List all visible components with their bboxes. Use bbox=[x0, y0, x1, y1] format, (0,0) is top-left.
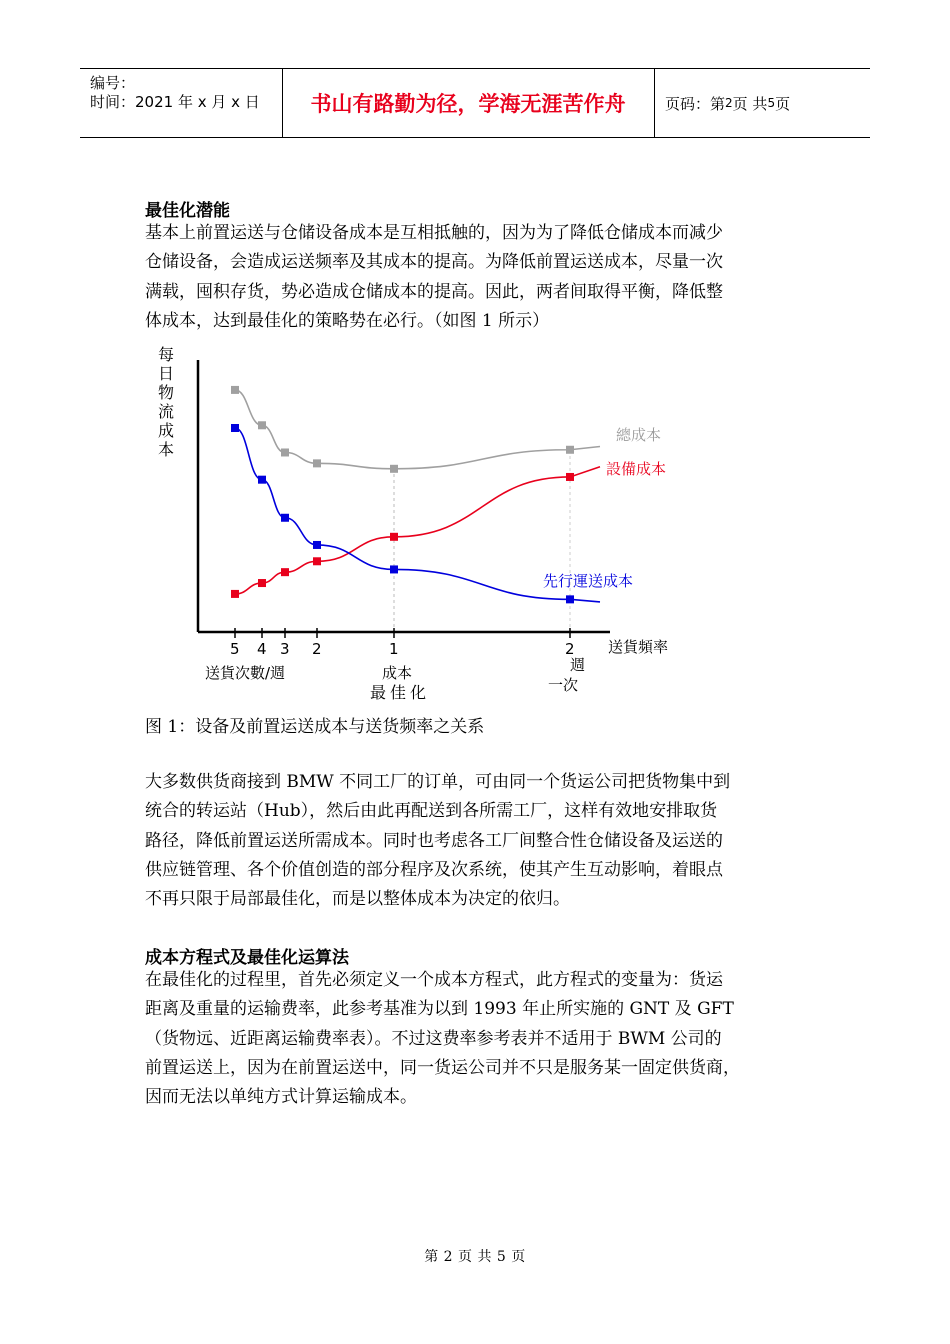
y-axis-label-char: 成 bbox=[158, 421, 175, 440]
data-point bbox=[390, 565, 398, 573]
series-label-total: 總成本 bbox=[616, 426, 662, 444]
paragraph-2 bbox=[145, 768, 815, 914]
page-prefix: 页码：第 bbox=[665, 94, 726, 113]
paragraph-line: 统合的转运站（Hub），然后由此再配送到各所需工厂，这样有效地安排取货 bbox=[145, 801, 718, 822]
y-axis-label-char: 流 bbox=[158, 402, 175, 421]
paragraph-line: 距离及重量的运输费率，此参考基准为以到 1993 年止所实施的 GNT 及 GFT bbox=[145, 999, 734, 1020]
page-mid: 页 共 bbox=[732, 94, 768, 113]
section1-paragraph bbox=[145, 219, 815, 336]
paragraph-line: 满载，囤积存货，势必造成仓储成本的提高。因此，两者间取得平衡，降低整 bbox=[145, 281, 723, 302]
data-point bbox=[281, 448, 289, 456]
x-tick-label: 2 bbox=[312, 640, 322, 658]
paragraph-line: 前置运送上，因为在前置运送中，同一货运公司并不只是服务某一固定供货商， bbox=[145, 1057, 740, 1078]
data-point bbox=[231, 386, 239, 394]
section1-title: 最佳化潜能 bbox=[145, 201, 230, 221]
paragraph-line: 大多数供货商接到 BMW 不同工厂的订单，可由同一个货运公司把货物集中到 bbox=[145, 772, 731, 792]
cost-chart bbox=[150, 340, 710, 710]
series-label-equipment: 設備成本 bbox=[606, 460, 667, 478]
figure-caption: 图 1：设备及前置运送成本与送货频率之关系 bbox=[145, 717, 485, 737]
data-point bbox=[566, 446, 574, 454]
x-group-label-optimum: 最佳化 bbox=[370, 683, 431, 702]
data-point bbox=[313, 459, 321, 467]
series-group bbox=[231, 386, 600, 603]
paragraph-line: 供应链管理、各个价值创造的部分程序及次系统，使其产生互动影响，着眼点 bbox=[145, 859, 723, 880]
x-tick-label: 3 bbox=[280, 640, 290, 658]
y-axis-label-char: 物 bbox=[158, 383, 175, 402]
data-point bbox=[390, 465, 398, 473]
page-header bbox=[80, 68, 870, 138]
chart-svg bbox=[150, 340, 710, 710]
data-point bbox=[258, 579, 266, 587]
data-point bbox=[281, 514, 289, 522]
data-point bbox=[258, 421, 266, 429]
data-point bbox=[313, 557, 321, 565]
data-point bbox=[566, 595, 574, 603]
x-tick-label: 5 bbox=[230, 640, 240, 658]
header-left-cell bbox=[80, 69, 283, 137]
data-point bbox=[390, 533, 398, 541]
paragraph-line: （货物远、近距离运输费率表）。不过这费率参考表并不适用于 BWM 公司的 bbox=[145, 1028, 722, 1049]
header-motto: 书山有路勤为径，学海无涯苦作舟 bbox=[282, 69, 655, 137]
x-group-label-cost: 成本 bbox=[382, 664, 413, 682]
data-point bbox=[231, 590, 239, 598]
series-line bbox=[235, 390, 600, 469]
x-tick-label: 4 bbox=[257, 640, 267, 658]
data-point bbox=[313, 541, 321, 549]
paragraph-line: 仓储设备，会造成运送频率及其成本的提高。为降低前置运送成本，尽量一次 bbox=[145, 252, 723, 273]
data-point bbox=[231, 424, 239, 432]
number-label: 编号： bbox=[90, 74, 136, 92]
header-page-info bbox=[655, 69, 870, 137]
section2-title: 成本方程式及最佳化运算法 bbox=[145, 948, 349, 968]
page-suffix: 页 bbox=[775, 94, 791, 113]
data-point bbox=[258, 476, 266, 484]
paragraph-line: 在最佳化的过程里，首先必须定义一个成本方程式，此方程式的变量为：货运 bbox=[145, 970, 723, 990]
y-axis-label-char: 本 bbox=[158, 440, 175, 459]
x-axis-label: 送貨頻率 bbox=[608, 638, 669, 656]
paragraph-line: 体成本，达到最佳化的策略势在必行。（如图 1 所示） bbox=[145, 310, 550, 331]
y-axis-label-char: 每 bbox=[158, 345, 175, 364]
data-point bbox=[281, 568, 289, 576]
paragraph-line: 基本上前置运送与仓储设备成本是互相抵触的，因为为了降低仓储成本而减少 bbox=[145, 223, 723, 243]
paragraph-line: 因而无法以单纯方式计算运输成本。 bbox=[145, 1087, 417, 1108]
x-tick-label: 2 bbox=[565, 640, 575, 658]
section2-paragraph bbox=[145, 966, 815, 1112]
x-tick-label: 1 bbox=[389, 640, 399, 658]
page-total: 5 bbox=[767, 96, 776, 110]
data-point bbox=[566, 473, 574, 481]
x-group-label-once: 一次 bbox=[548, 676, 579, 694]
date-label: 时间：2021 年 x 月 x 日 bbox=[90, 93, 260, 111]
y-axis-label bbox=[158, 345, 174, 459]
x-group-label-frequency: 送貨次數/週 bbox=[205, 664, 286, 682]
page-footer: 第 2 页 共 5 页 bbox=[424, 1249, 526, 1265]
paragraph-line: 不再只限于局部最佳化，而是以整体成本为决定的依归。 bbox=[145, 889, 570, 910]
paragraph-line: 路径，降低前置运送所需成本。同时也考虑各工厂间整合性仓储设备及运送的 bbox=[145, 830, 723, 851]
x-group-label-week: 週 bbox=[570, 656, 586, 674]
y-axis-label-char: 日 bbox=[158, 364, 175, 383]
series-label-transport: 先行運送成本 bbox=[543, 572, 634, 590]
page-number: 2 bbox=[725, 96, 733, 110]
